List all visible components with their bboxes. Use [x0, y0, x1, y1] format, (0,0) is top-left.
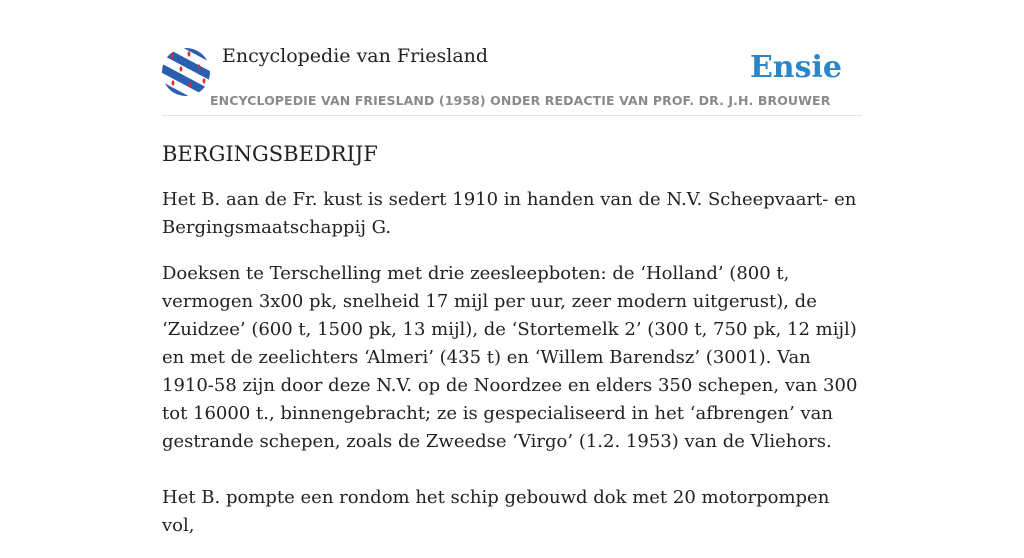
article-paragraph: Doeksen te Terschelling met drie zeesleepboten: de ‘Holland’ (800 t, vermogen 3x00 pk, snelheid 17 mijl per uur, zeer modern uitgerust), de ‘Zuidzee’ (600 t, 1500 pk, 13 mijl), de ‘Stortemelk 2’ (300 t, 750 pk, 12 mijl) en met de zeelichters ‘Almeri’ (435 t) en ‘Willem Barendsz’ (3001). Van 1910-58 zijn door deze N.V. op de Noordzee en elders 350 schepen, van 300 tot 16000 t., binnengebracht; ze is gespecialiseerd in het ‘afbrengen’ van gestrande schepen, zoals de Zweedse ‘Virgo’ (1.2. 1953) van de Vliehors. — [162, 263, 858, 452]
article-paragraph: Het B. pompte een rondom het schip gebouwd dok met 20 motorpompen vol, — [162, 487, 830, 536]
site-title[interactable]: Encyclopedie van Friesland — [222, 45, 489, 67]
frisian-flag-logo-icon[interactable] — [162, 48, 210, 96]
site-header — [162, 44, 862, 116]
article-headword: BERGINGSBEDRIJF — [162, 142, 378, 166]
site-subtitle: ENCYCLOPEDIE VAN FRIESLAND (1958) ONDER REDACTIE VAN PROF. DR. J.H. BROUWER — [210, 93, 831, 108]
header-divider — [162, 115, 862, 116]
article-content — [162, 139, 862, 558]
ensie-brand-link[interactable]: Ensie — [749, 50, 842, 85]
article-paragraph: Het B. aan de Fr. kust is sedert 1910 in handen van de N.V. Scheepvaart- en Bergingsmaatschappij G. — [162, 189, 857, 238]
